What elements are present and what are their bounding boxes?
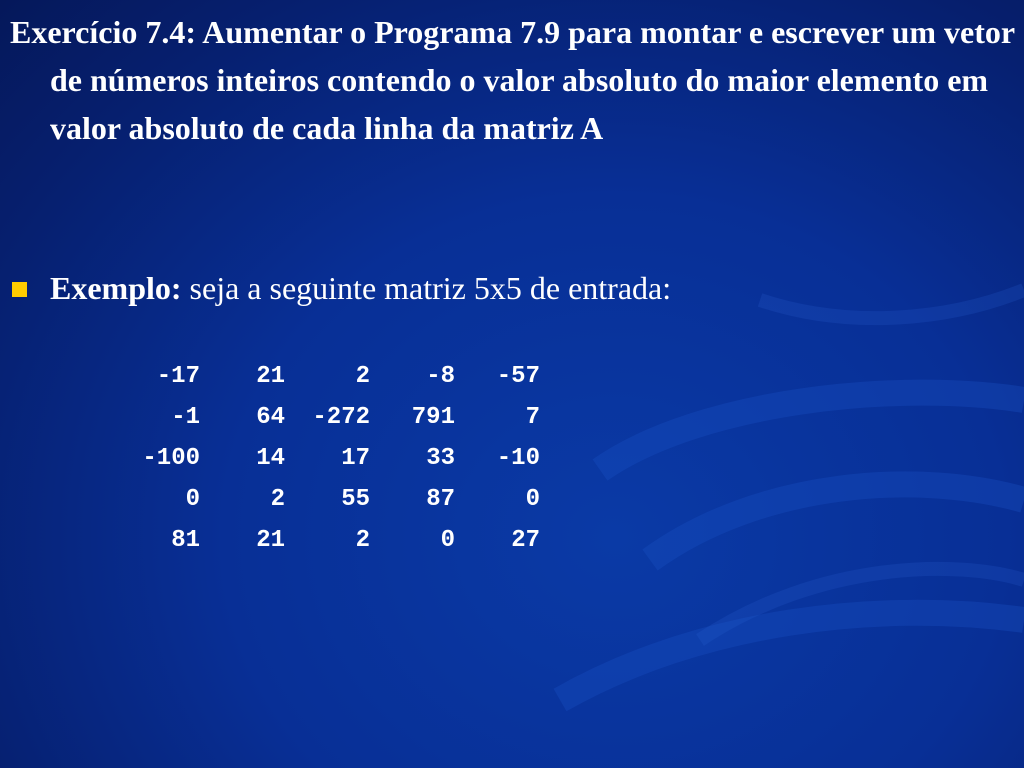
matrix-row bbox=[115, 438, 540, 479]
matrix-cell: 791 bbox=[411, 404, 455, 431]
matrix-cell: 21 bbox=[256, 527, 285, 554]
bullet-description: seja a seguinte matriz 5x5 de entrada: bbox=[181, 270, 672, 306]
bullet-text bbox=[50, 266, 671, 310]
matrix-row bbox=[115, 520, 540, 561]
matrix-cell: 81 bbox=[171, 527, 200, 554]
matrix-cell: -100 bbox=[142, 445, 200, 472]
matrix-cell: -272 bbox=[312, 404, 370, 431]
matrix-cell: 0 bbox=[440, 527, 455, 554]
matrix-cell: 55 bbox=[341, 486, 370, 513]
matrix-cell: 87 bbox=[426, 486, 455, 513]
bullet-bold-label: Exemplo: bbox=[50, 270, 182, 306]
matrix-cell: 64 bbox=[256, 404, 285, 431]
matrix-table bbox=[115, 356, 540, 561]
matrix-row bbox=[115, 397, 540, 438]
matrix-cell: -8 bbox=[426, 363, 455, 390]
matrix-cell: 0 bbox=[525, 486, 540, 513]
bullet-square-icon bbox=[12, 282, 27, 297]
matrix-cell: 14 bbox=[256, 445, 285, 472]
matrix-cell: 2 bbox=[355, 527, 370, 554]
matrix-cell: -17 bbox=[156, 363, 200, 390]
matrix-row bbox=[115, 356, 540, 397]
matrix-cell: 21 bbox=[256, 363, 285, 390]
matrix-cell: -10 bbox=[496, 445, 540, 472]
matrix-cell: 2 bbox=[355, 363, 370, 390]
matrix-cell: 33 bbox=[426, 445, 455, 472]
matrix-row bbox=[115, 479, 540, 520]
matrix-cell: 2 bbox=[270, 486, 285, 513]
matrix-cell: -1 bbox=[171, 404, 200, 431]
matrix-cell: 7 bbox=[525, 404, 540, 431]
matrix-cell: 17 bbox=[341, 445, 370, 472]
matrix-cell: 27 bbox=[511, 527, 540, 554]
matrix-cell: 0 bbox=[185, 486, 200, 513]
slide-title: Exercício 7.4: Aumentar o Programa 7.9 para montar e escrever um vetor de números inteiros contendo o valor absoluto do maior elemento em valor absoluto de cada linha da matriz A bbox=[10, 14, 1015, 146]
matrix-cell: -57 bbox=[496, 363, 540, 390]
